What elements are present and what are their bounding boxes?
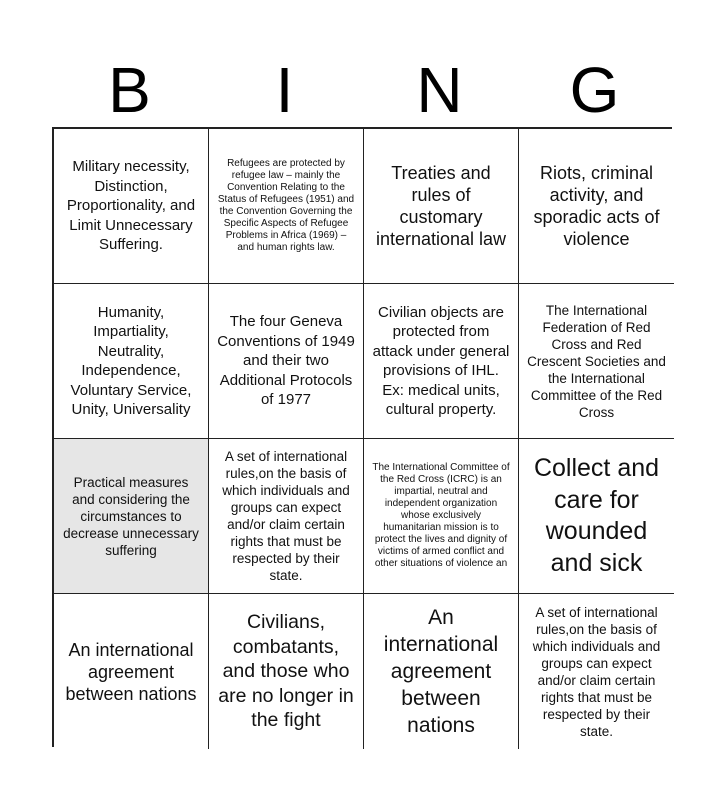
cell-text: Humanity, Impartiality, Neutrality, Independence, Voluntary Service, Unity, Universality <box>70 303 192 418</box>
cell-text: Civilians, combatants, and those who are no longer in the fight <box>218 611 354 732</box>
bingo-cell-r4c1[interactable] <box>54 594 209 749</box>
cell-text: The International Committee of the Red Cross (ICRC) is an impartial, neutral and independent organization whose exclusively humanitarian mission is to protect the lives and dignity of victims of armed conflict and other situations of violence an <box>372 462 510 569</box>
bingo-cell-r3c2[interactable] <box>209 439 364 594</box>
bingo-cell-r2c2[interactable] <box>209 284 364 439</box>
bingo-cell-r4c4[interactable] <box>519 594 674 749</box>
bingo-header <box>52 52 672 128</box>
bingo-cell-r3c1[interactable] <box>54 439 209 594</box>
cell-text: A set of international rules,on the basis of which individuals and groups can expect and/or claim certain rights that must be respected by their state. <box>222 449 350 583</box>
cell-text: Civilian objects are protected from attack under general provisions of IHL. Ex: medical units, cultural property. <box>372 303 510 418</box>
bingo-cell-r2c1[interactable] <box>54 284 209 439</box>
cell-text: An international agreement between nations <box>383 606 499 737</box>
bingo-cell-r1c3[interactable] <box>364 129 519 284</box>
bingo-grid <box>52 127 672 747</box>
header-letter-i: I <box>275 54 294 126</box>
cell-text: Refugees are protected by refugee law – mainly the Convention Relating to the Status of Refugees (1951) and the Convention Governing the Specific Aspects of Refugee Problems in Africa (1969) – and human rights law. <box>217 158 355 253</box>
cell-text: Practical measures and considering the circumstances to decrease unnecessary suffering <box>63 474 199 558</box>
bingo-cell-r1c2[interactable] <box>209 129 364 284</box>
cell-text: Treaties and rules of customary international law <box>375 163 507 249</box>
bingo-cell-r2c4[interactable] <box>519 284 674 439</box>
cell-text: Riots, criminal activity, and sporadic acts of violence <box>533 163 660 249</box>
bingo-cell-r3c3[interactable] <box>364 439 519 594</box>
header-letter-g: G <box>569 54 620 126</box>
cell-text: The International Federation of Red Cross and Red Crescent Societies and the International Committee of the Red Cross <box>527 302 666 420</box>
bingo-cell-r2c3[interactable] <box>364 284 519 439</box>
bingo-cell-r4c3[interactable] <box>364 594 519 749</box>
bingo-cell-r1c1[interactable] <box>54 129 209 284</box>
cell-text: A set of international rules,on the basis of which individuals and groups can expect and/or claim certain rights that must be respected by their state. <box>532 604 661 739</box>
bingo-cell-r1c4[interactable] <box>519 129 674 284</box>
bingo-cell-r4c2[interactable] <box>209 594 364 749</box>
bingo-cell-r3c4[interactable] <box>519 439 674 594</box>
cell-text: Military necessity, Distinction, Proportionality, and Limit Unnecessary Suffering. <box>66 158 196 254</box>
header-letter-n: N <box>416 54 463 126</box>
cell-text: The four Geneva Conventions of 1949 and their two Additional Protocols of 1977 <box>217 313 355 409</box>
header-letter-b: B <box>108 54 151 126</box>
cell-text: Collect and care for wounded and sick <box>533 454 660 577</box>
cell-text: An international agreement between nations <box>65 639 197 704</box>
